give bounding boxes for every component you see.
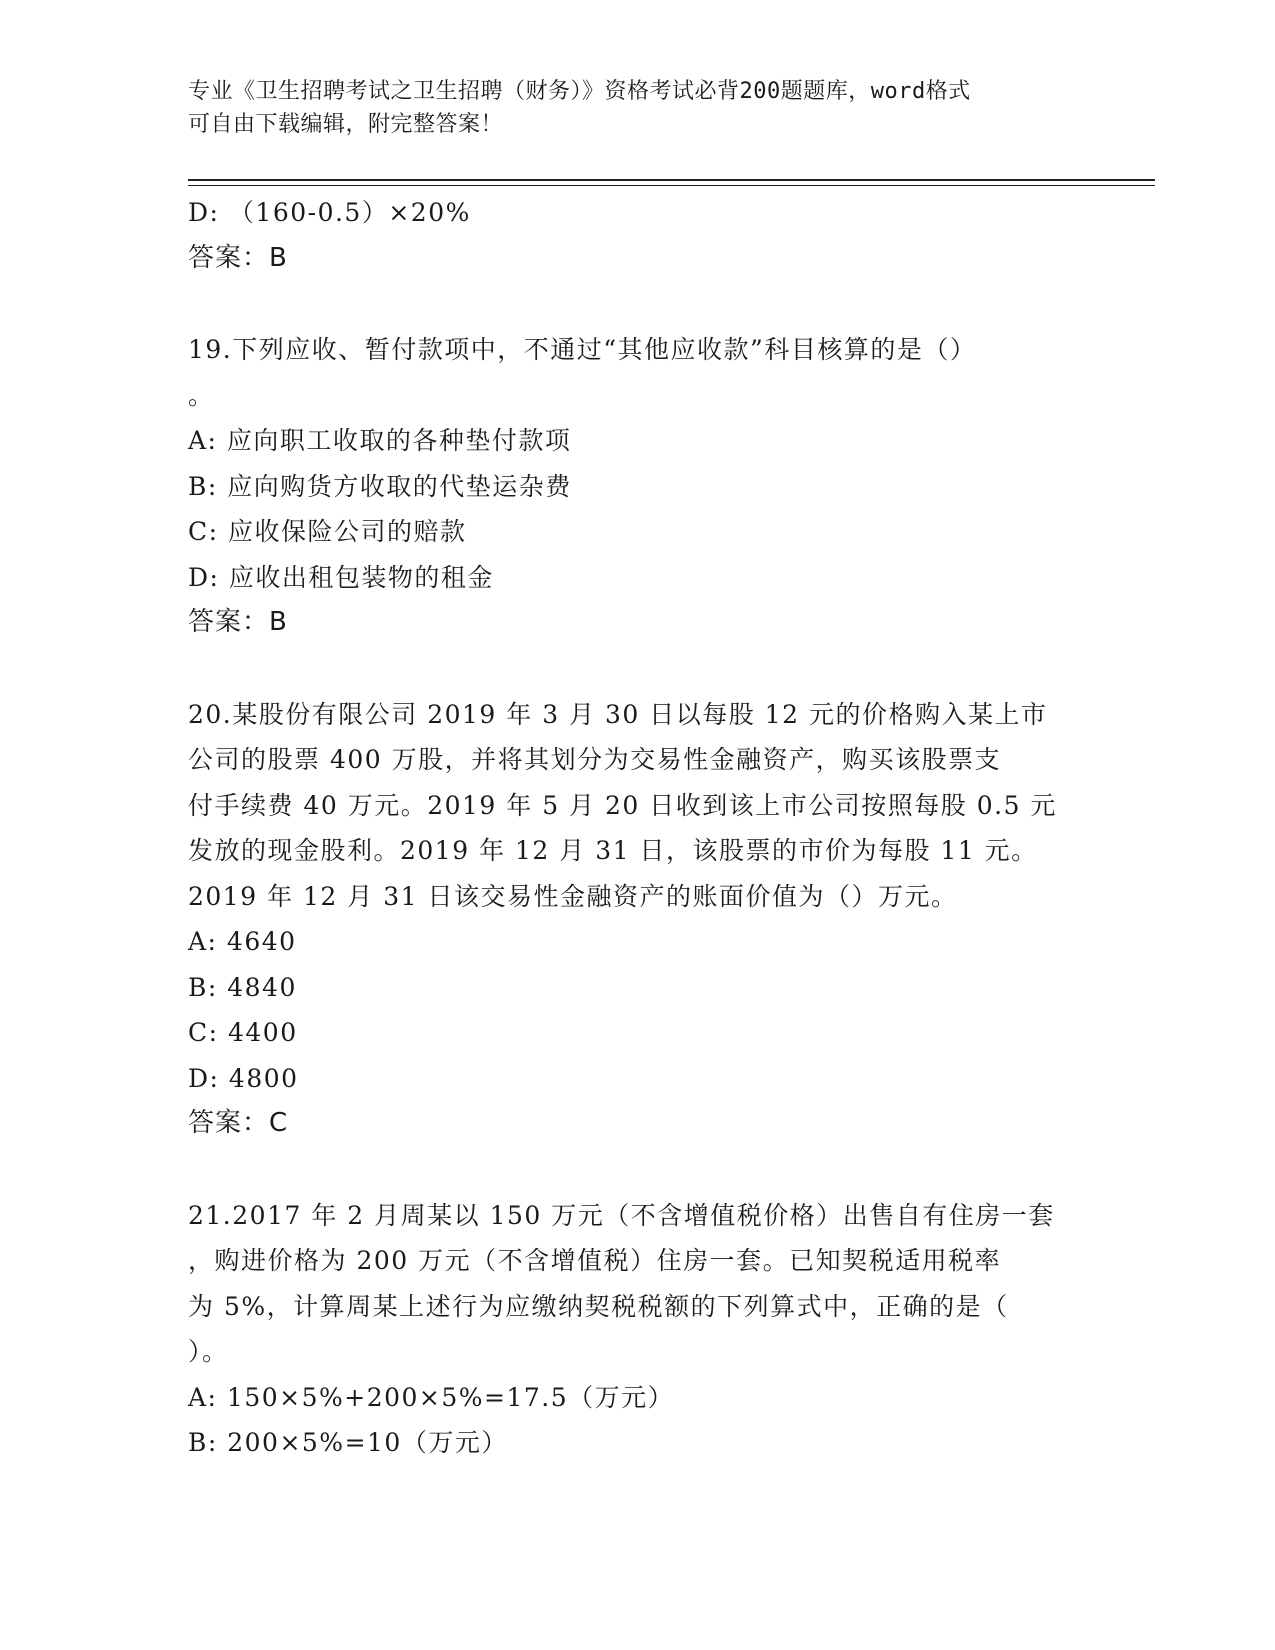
- question-19-option-d: D: 应收出租包装物的租金: [188, 562, 494, 592]
- prev-option-d: D: （160-0.5）×20%: [188, 198, 471, 227]
- question-19-option-a: A: 应向职工收取的各种垫付款项: [188, 426, 572, 455]
- question-20-stem-2: 公司的股票 400 万股，并将其划分为交易性金融资产，购买该股票支: [188, 745, 1002, 774]
- header-line-2: 可自由下载编辑，附完整答案！: [188, 112, 504, 137]
- question-21-option-a: A: 150×5%+200×5%=17.5（万元）: [188, 1382, 675, 1412]
- spacer: [188, 1147, 1088, 1193]
- document-body: [188, 190, 1088, 1466]
- spacer: [188, 646, 1088, 692]
- question-21-stem-4: ）。: [188, 1337, 229, 1366]
- question-19-option-b: B: 应向购货方收取的代垫运杂费: [188, 471, 572, 501]
- question-20-stem-5: 2019 年 12 月 31 日该交易性金融资产的账面价值为（）万元。: [188, 881, 958, 911]
- question-20-option-b: B: 4840: [188, 972, 297, 1002]
- document-header: [188, 75, 1088, 141]
- question-19-answer: 答案：B: [188, 607, 288, 637]
- question-20-option-a: A: 4640: [188, 927, 297, 956]
- question-20-option-c: C: 4400: [188, 1018, 298, 1047]
- question-21-stem-2: ，购进价格为 200 万元（不含增值税）住房一套。已知契税适用税率: [188, 1246, 1002, 1275]
- question-21-option-b: B: 200×5%=10（万元）: [188, 1428, 508, 1457]
- question-19: [188, 327, 1088, 646]
- question-19-stem-2: 。: [188, 380, 215, 410]
- question-20: [188, 692, 1088, 1147]
- question-21: [188, 1193, 1088, 1466]
- question-20-answer: 答案：C: [188, 1108, 289, 1138]
- question-19-stem-1: 19.下列应收、暂付款项中，不通过“其他应收款”科目核算的是（）: [188, 335, 977, 364]
- header-divider-thick: [188, 179, 1155, 181]
- question-19-option-c: C: 应收保险公司的赔款: [188, 517, 467, 546]
- question-20-stem-1: 20.某股份有限公司 2019 年 3 月 30 日以每股 12 元的价格购入某上市: [188, 699, 1048, 729]
- header-divider-thin: [188, 185, 1155, 186]
- question-21-stem-1: 21.2017 年 2 月周某以 150 万元（不含增值税价格）出售自有住房一套: [188, 1200, 1055, 1230]
- header-line-1: 专业《卫生招聘考试之卫生招聘（财务）》资格考试必背200题题库，word格式: [188, 79, 971, 104]
- question-20-stem-4: 发放的现金股利。2019 年 12 月 31 日，该股票的市价为每股 11 元。: [188, 836, 1038, 865]
- question-20-option-d: D: 4800: [188, 1063, 299, 1093]
- question-20-stem-3: 付手续费 40 万元。2019 年 5 月 20 日收到该上市公司按照每股 0.5 元: [188, 790, 1057, 820]
- prev-answer: 答案：B: [188, 242, 288, 273]
- spacer: [188, 281, 1088, 327]
- question-21-stem-3: 为 5%，计算周某上述行为应缴纳契税税额的下列算式中，正确的是（: [188, 1291, 1009, 1321]
